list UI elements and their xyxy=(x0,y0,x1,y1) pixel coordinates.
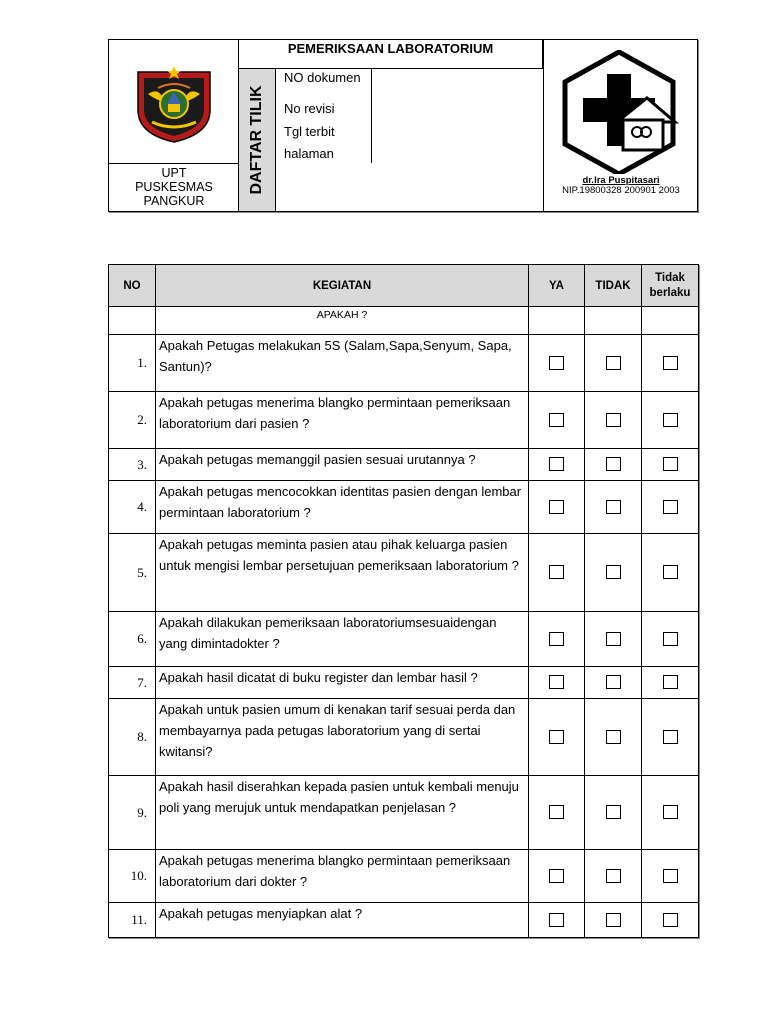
checkbox-tidak[interactable] xyxy=(606,730,621,744)
row-number: 6. xyxy=(109,612,156,667)
row-number: 4. xyxy=(109,481,156,534)
checkbox-tidak[interactable] xyxy=(606,869,621,883)
meta-page: halaman xyxy=(284,146,334,161)
org-name xyxy=(109,163,239,211)
row-number: 2. xyxy=(109,392,156,449)
checkbox-ya[interactable] xyxy=(549,805,564,819)
cell-ya xyxy=(529,612,585,667)
checkbox-tidak[interactable] xyxy=(606,675,621,689)
cell-ya xyxy=(529,481,585,534)
table-header-row xyxy=(109,265,699,307)
cell-tidak xyxy=(585,903,642,938)
org-line-2: PUSKESMAS xyxy=(135,180,213,194)
checkbox-tidak[interactable] xyxy=(606,913,621,927)
regency-logo-cell xyxy=(109,40,239,163)
col-header-tidak-berlaku-line2: berlaku xyxy=(649,286,691,299)
cell-tidak-berlaku xyxy=(642,667,699,699)
row-activity-text: Apakah hasil dicatat di buku register dan lembar hasil ? xyxy=(156,667,529,699)
col-header-no: NO xyxy=(109,265,156,307)
cell-tidak-berlaku xyxy=(642,449,699,481)
cell-tidak-berlaku xyxy=(642,392,699,449)
checkbox-tidak-berlaku[interactable] xyxy=(663,869,678,883)
checkbox-ya[interactable] xyxy=(549,500,564,514)
row-activity-text: Apakah dilakukan pemeriksaan laboratoriumsesuaidengan yang dimintadokter ? xyxy=(156,612,529,667)
cell-ya xyxy=(529,776,585,850)
checkbox-tidak[interactable] xyxy=(606,356,621,370)
row-activity-text: Apakah hasil diserahkan kepada pasien untuk kembali menuju poli yang merujuk untuk mendapatkan penjelasan ? xyxy=(156,776,529,850)
checkbox-tidak[interactable] xyxy=(606,413,621,427)
cell-tidak xyxy=(585,335,642,392)
document-header xyxy=(108,39,698,212)
row-activity-text: Apakah petugas mencocokkan identitas pasien dengan lembar permintaan laboratorium ? xyxy=(156,481,529,534)
checkbox-ya[interactable] xyxy=(549,457,564,471)
table-row xyxy=(109,534,699,612)
signer-nip: NIP.19800328 200901 2003 xyxy=(562,185,680,196)
cell-ya xyxy=(529,534,585,612)
table-row xyxy=(109,776,699,850)
cell-tidak-berlaku xyxy=(642,903,699,938)
checkbox-tidak-berlaku[interactable] xyxy=(663,913,678,927)
checklist-table xyxy=(108,264,699,938)
org-line-3: PANGKUR xyxy=(143,194,205,208)
cell-tidak xyxy=(585,534,642,612)
cell-ya xyxy=(529,903,585,938)
row-activity-text: Apakah petugas menerima blangko permintaan pemeriksaan laboratorium dari pasien ? xyxy=(156,392,529,449)
checkbox-tidak-berlaku[interactable] xyxy=(663,565,678,579)
cell-tidak-berlaku xyxy=(642,335,699,392)
cell-tidak-berlaku xyxy=(642,850,699,903)
cell-ya xyxy=(529,667,585,699)
table-row xyxy=(109,481,699,534)
regency-crest-icon xyxy=(134,66,214,144)
checkbox-ya[interactable] xyxy=(549,356,564,370)
cell-ya xyxy=(529,449,585,481)
checkbox-tidak[interactable] xyxy=(606,632,621,646)
checkbox-ya[interactable] xyxy=(549,913,564,927)
row-number: 5. xyxy=(109,534,156,612)
row-activity-text: Apakah petugas meminta pasien atau pihak keluarga pasien untuk mengisi lembar persetujuan pemeriksaan laboratorium ? xyxy=(156,534,529,612)
section-label: APAKAH ? xyxy=(156,307,529,335)
puskesmas-emblem-icon xyxy=(557,50,681,174)
section-row xyxy=(109,307,699,335)
cell-tidak xyxy=(585,392,642,449)
cell-tidak-berlaku xyxy=(642,481,699,534)
row-number: 9. xyxy=(109,776,156,850)
row-number: 1. xyxy=(109,335,156,392)
table-row xyxy=(109,449,699,481)
cell-tidak xyxy=(585,449,642,481)
cell-tidak xyxy=(585,481,642,534)
cell-ya xyxy=(529,335,585,392)
row-activity-text: Apakah petugas memanggil pasien sesuai urutannya ? xyxy=(156,449,529,481)
checkbox-tidak-berlaku[interactable] xyxy=(663,413,678,427)
row-number: 10. xyxy=(109,850,156,903)
cell-tidak-berlaku xyxy=(642,612,699,667)
checkbox-tidak[interactable] xyxy=(606,565,621,579)
checkbox-ya[interactable] xyxy=(549,632,564,646)
org-line-1: UPT xyxy=(161,166,187,180)
checkbox-ya[interactable] xyxy=(549,565,564,579)
cell-tidak-berlaku xyxy=(642,776,699,850)
cell-ya xyxy=(529,392,585,449)
row-activity-text: Apakah petugas menyiapkan alat ? xyxy=(156,903,529,938)
row-number: 7. xyxy=(109,667,156,699)
signer-name: dr.Ira Puspitasari xyxy=(582,175,660,186)
meta-revision: No revisi xyxy=(284,101,335,116)
checkbox-tidak-berlaku[interactable] xyxy=(663,632,678,646)
checkbox-tidak-berlaku[interactable] xyxy=(663,730,678,744)
document-title: PEMERIKSAAN LABORATORIUM xyxy=(239,40,543,69)
table-row xyxy=(109,903,699,938)
checkbox-tidak-berlaku[interactable] xyxy=(663,675,678,689)
cell-tidak-berlaku xyxy=(642,699,699,776)
table-row xyxy=(109,392,699,449)
table-row xyxy=(109,612,699,667)
checkbox-tidak-berlaku[interactable] xyxy=(663,500,678,514)
table-row xyxy=(109,699,699,776)
checkbox-tidak-berlaku[interactable] xyxy=(663,805,678,819)
row-activity-text: Apakah Petugas melakukan 5S (Salam,Sapa,Senyum, Sapa, Santun)? xyxy=(156,335,529,392)
table-row xyxy=(109,335,699,392)
row-activity-text: Apakah petugas menerima blangko permintaan pemeriksaan laboratorium dari dokter ? xyxy=(156,850,529,903)
col-header-ya: YA xyxy=(529,265,585,307)
cell-tidak xyxy=(585,612,642,667)
cell-tidak xyxy=(585,776,642,850)
doc-type-cell xyxy=(239,69,276,211)
cell-tidak xyxy=(585,667,642,699)
checkbox-tidak-berlaku[interactable] xyxy=(663,356,678,370)
checkbox-ya[interactable] xyxy=(549,869,564,883)
checkbox-ya[interactable] xyxy=(549,675,564,689)
row-number: 3. xyxy=(109,449,156,481)
doc-type-label: DAFTAR TILIK xyxy=(248,85,265,195)
cell-ya xyxy=(529,699,585,776)
row-number: 8. xyxy=(109,699,156,776)
meta-doc-number: NO dokumen xyxy=(284,70,361,85)
checkbox-ya[interactable] xyxy=(549,730,564,744)
col-header-kegiatan: KEGIATAN xyxy=(156,265,529,307)
col-header-tidak-berlaku xyxy=(642,265,699,307)
checkbox-tidak[interactable] xyxy=(606,805,621,819)
checkbox-tidak[interactable] xyxy=(606,457,621,471)
cell-tidak-berlaku xyxy=(642,534,699,612)
row-number: 11. xyxy=(109,903,156,938)
meta-issue-date: Tgl terbit xyxy=(284,124,335,139)
signature-block xyxy=(543,176,699,196)
cell-tidak xyxy=(585,699,642,776)
cell-ya xyxy=(529,850,585,903)
table-row xyxy=(109,850,699,903)
row-activity-text: Apakah untuk pasien umum di kenakan tarif sesuai perda dan membayarnya pada petugas laboratorium yang di sertai kwitansi? xyxy=(156,699,529,776)
col-header-tidak: TIDAK xyxy=(585,265,642,307)
table-row xyxy=(109,667,699,699)
col-header-tidak-berlaku-line1: Tidak xyxy=(655,271,685,284)
checkbox-ya[interactable] xyxy=(549,413,564,427)
checkbox-tidak[interactable] xyxy=(606,500,621,514)
checkbox-tidak-berlaku[interactable] xyxy=(663,457,678,471)
cell-tidak xyxy=(585,850,642,903)
